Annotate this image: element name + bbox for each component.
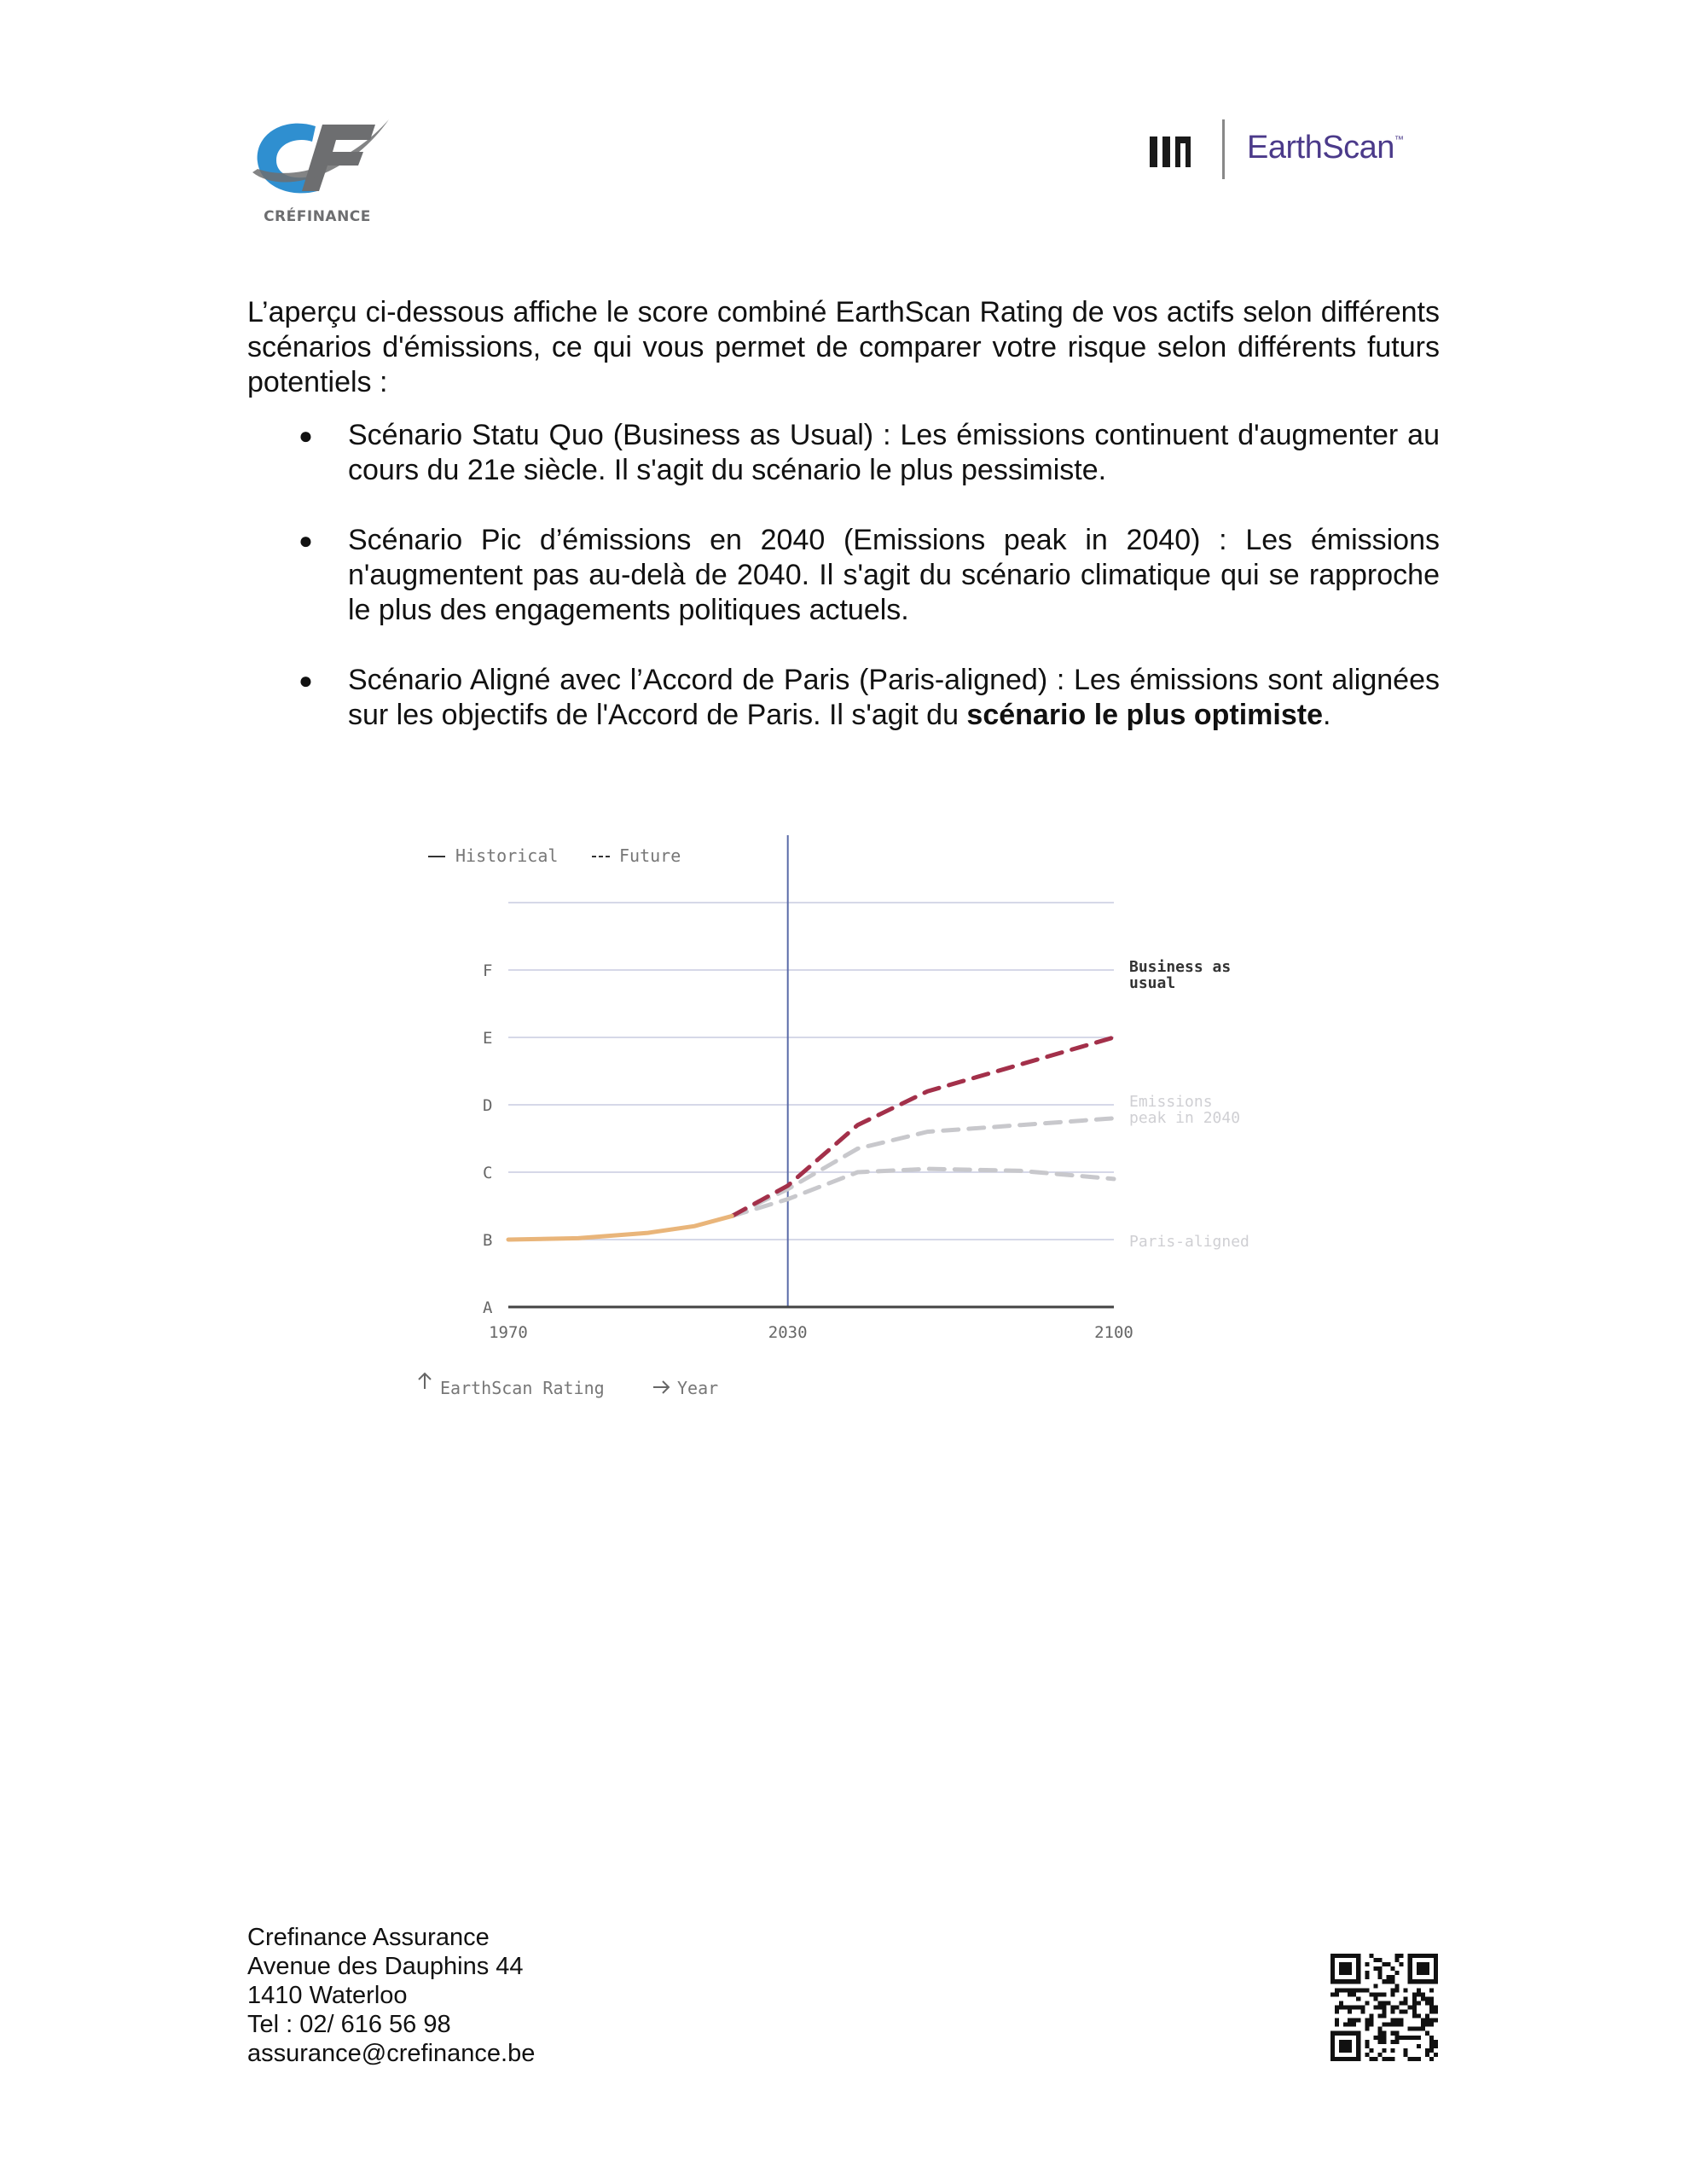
y-tick-label: F [483,961,493,980]
arrow-up-icon [419,1374,431,1389]
y-tick-label: E [483,1029,493,1048]
x-tick-label: 1970 [489,1323,528,1342]
arrow-right-icon [653,1381,669,1393]
y-axis-labels [483,961,493,1317]
series-label: usual [1129,974,1176,992]
x-tick-label: 2100 [1094,1323,1133,1342]
crefinance-cf-icon [249,109,394,208]
series-label: Emissions [1129,1093,1213,1111]
qr-code-icon [1330,1954,1438,2061]
crefinance-logo [249,109,394,224]
bullet-icon: ● [299,667,313,694]
list-item: ● Scénario Aligné avec l’Accord de Paris (Paris-aligned) : Les émissions sont alignées sur les objectifs de l'Accord de Paris. Il s'agit du scénario le plus optimiste. [299,664,1440,731]
bullet-icon: ● [299,527,313,554]
y-tick-label: D [483,1096,493,1115]
x-axis-labels [489,1323,1133,1342]
series-line-paris-aligned [732,1169,1114,1216]
chart-svg [397,819,1293,1416]
earthscan-chart [397,819,1293,1416]
chart-series [508,1037,1114,1240]
earthscan-logo-text: EarthScan™ [1247,130,1404,166]
series-line-historical [508,1216,732,1240]
y-tick-label: B [483,1231,493,1250]
x-tick-label: 2030 [768,1323,808,1342]
series-labels [1129,958,1249,1251]
series-label: Business as [1129,958,1232,976]
bullet-icon: ● [299,422,313,449]
series-label: peak in 2040 [1129,1109,1241,1127]
earthscan-logo [1150,118,1431,183]
crefinance-logo-text: CRÉFINANCE [264,208,371,225]
series-line-peak-2040 [732,1118,1114,1217]
list-item: ● Scénario Pic d’émissions en 2040 (Emissions peak in 2040) : Les émissions n'augmentent pas au-delà de 2040. Il s'agit du scénario climatique qui se rapproche le plus des engagements politiques actuels. [299,524,1440,626]
y-tick-label: C [483,1164,493,1182]
footer-address [247,1923,535,2068]
bold-emphasis: scénario le plus optimiste [966,699,1323,731]
scenario-list [247,418,1440,768]
y-tick-label: A [483,1298,493,1317]
footer-line: Crefinance Assurance [247,1924,490,1951]
y-axis-note-text: EarthScan Rating [440,1378,605,1398]
intro-paragraph: L’aperçu ci-dessous affiche le score combiné EarthScan Rating de vos actifs selon différents scénarios d'émissions, ce qui vous permet de comparer votre risque selon différents futurs potentiels : [247,296,1440,398]
footer-line: 1410 Waterloo [247,1982,408,2009]
legend-historical-label: Historical [455,845,559,866]
footer-email[interactable]: assurance@crefinance.be [247,2040,536,2067]
y-axis-note [419,1374,605,1398]
list-item: ● Scénario Statu Quo (Business as Usual) : Les émissions continuent d'augmenter au cours du 21e siècle. Il s'agit du scénario le plus pessimiste. [299,419,1440,486]
footer-line: Avenue des Dauphins 44 [247,1953,524,1980]
m-logo-icon [1150,118,1238,183]
x-axis-note-text: Year [677,1378,719,1398]
series-label: Paris-aligned [1129,1233,1249,1251]
x-axis-note [653,1378,718,1398]
footer-line: Tel : 02/ 616 56 98 [247,2011,451,2038]
legend-future-label: Future [619,845,681,866]
